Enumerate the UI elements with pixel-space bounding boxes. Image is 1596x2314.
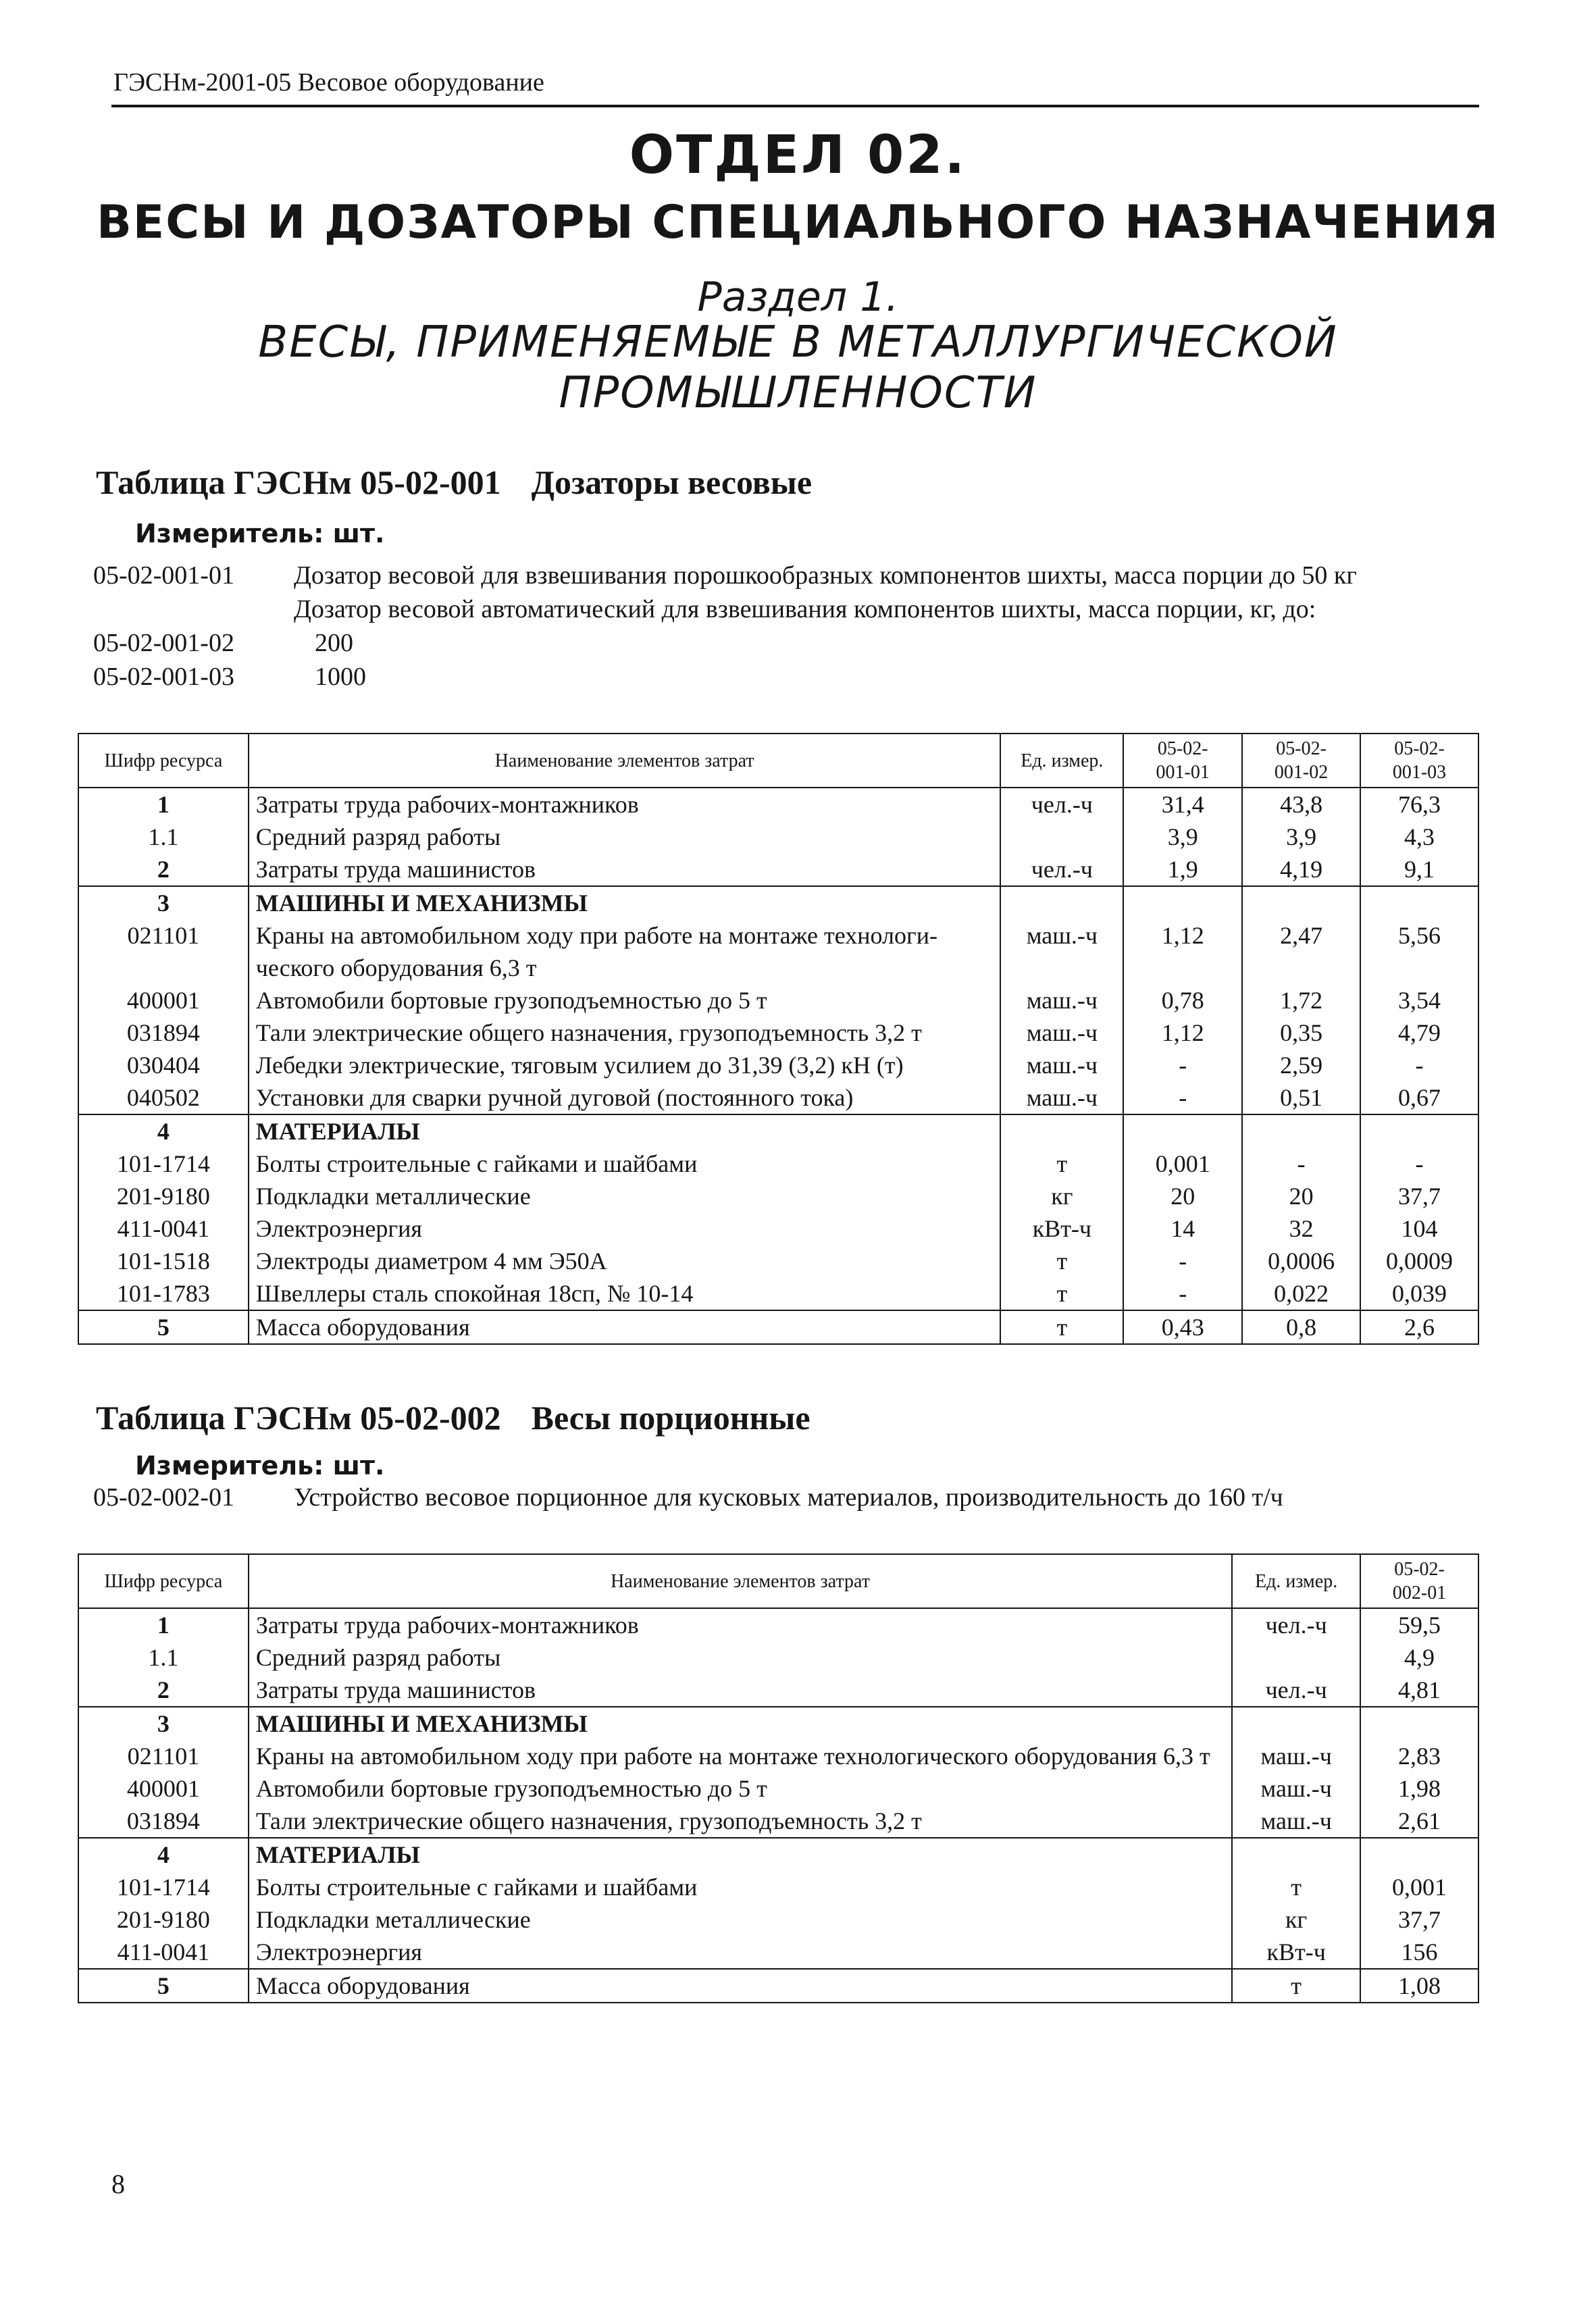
table-row (78, 1148, 1478, 1180)
table-row (78, 1049, 1478, 1081)
cell-value: 0,0006 (1242, 1245, 1360, 1277)
cell-value (1360, 1707, 1478, 1740)
cell-value: 0,35 (1242, 1017, 1360, 1049)
table-row (78, 1277, 1478, 1310)
header-col-line: 002-01 (1392, 1583, 1447, 1603)
cell-resource-code: 021101 (78, 919, 249, 952)
table-row (78, 1838, 1478, 1871)
cell-cost-name: Затраты труда машинистов (249, 1674, 1232, 1707)
running-head: ГЭСНм-2001-05 Весовое оборудование (113, 68, 544, 97)
cell-resource-code: 4 (78, 1838, 249, 1871)
cell-unit: кг (1000, 1180, 1123, 1212)
cell-value: 0,51 (1242, 1081, 1360, 1114)
cell-value: 0,78 (1123, 984, 1242, 1017)
table-row (78, 1707, 1478, 1740)
header-col-05-02-001-01 (1123, 734, 1242, 788)
cell-cost-name: Затраты труда рабочих-монтажников (249, 1608, 1232, 1641)
table-header-row (78, 1554, 1478, 1608)
cell-value: 0,0009 (1360, 1245, 1478, 1277)
cell-cost-name: МАТЕРИАЛЫ (249, 1114, 1001, 1148)
cell-value: 14 (1123, 1212, 1242, 1245)
cell-value: 0,022 (1242, 1277, 1360, 1310)
cell-value: 156 (1360, 1936, 1478, 1969)
header-col-05-02-001-02 (1242, 734, 1360, 788)
resource-table-1 (78, 733, 1479, 1345)
cell-value: 1,12 (1123, 919, 1242, 952)
table2-title (96, 1398, 810, 1437)
cell-cost-name: Краны на автомобильном ходу при работе на монтаже технологи- (249, 919, 1001, 952)
cell-value: 32 (1242, 1212, 1360, 1245)
table2-name: Весы порционные (531, 1399, 810, 1437)
cell-unit: маш.-ч (1000, 1081, 1123, 1114)
table-row (78, 1674, 1478, 1707)
cell-value: 0,8 (1242, 1310, 1360, 1344)
cell-value: - (1123, 1049, 1242, 1081)
cell-value: 2,47 (1242, 919, 1360, 952)
table-row (78, 952, 1478, 984)
cell-value: 37,7 (1360, 1903, 1478, 1936)
table-row (78, 1903, 1478, 1936)
section-title-line2: ПРОМЫШЛЕННОСТИ (559, 368, 1037, 418)
cell-cost-name: Болты строительные с гайками и шайбами (249, 1148, 1001, 1180)
cell-cost-name: Масса оборудования (249, 1310, 1001, 1344)
cell-value (1360, 952, 1478, 984)
cell-cost-name: Электроэнергия (249, 1212, 1001, 1245)
cell-value: 1,12 (1123, 1017, 1242, 1049)
cell-resource-code: 031894 (78, 1805, 249, 1838)
cell-cost-name: Автомобили бортовые грузоподъемностью до 5 т (249, 984, 1001, 1017)
cell-unit: т (1000, 1148, 1123, 1180)
cell-cost-name: Болты строительные с гайками и шайбами (249, 1871, 1232, 1903)
header-resource-code: Шифр ресурса (78, 1554, 249, 1608)
work-item-text: Дозатор весовой автоматический для взвешивания компонентов шихты, масса порции, кг, до: (294, 595, 1316, 623)
work-item-code: 05-02-001-03 (93, 663, 234, 691)
header-col-line: 001-01 (1156, 762, 1210, 783)
cell-unit: маш.-ч (1232, 1772, 1360, 1805)
cell-unit: чел.-ч (1000, 788, 1123, 821)
cell-value (1242, 886, 1360, 919)
cell-unit (1232, 1838, 1360, 1871)
header-unit: Ед. измер. (1000, 734, 1123, 788)
cell-cost-name: МАТЕРИАЛЫ (249, 1838, 1232, 1871)
cell-resource-code: 101-1714 (78, 1148, 249, 1180)
table-row (78, 1180, 1478, 1212)
cell-cost-name: Подкладки металлические (249, 1180, 1001, 1212)
cell-unit: т (1000, 1245, 1123, 1277)
cell-unit: маш.-ч (1000, 1049, 1123, 1081)
cell-cost-name: Средний разряд работы (249, 821, 1001, 853)
cell-unit: маш.-ч (1232, 1805, 1360, 1838)
cell-value: 76,3 (1360, 788, 1478, 821)
cell-resource-code: 2 (78, 1674, 249, 1707)
cell-value (1360, 1838, 1478, 1871)
cell-unit: т (1232, 1969, 1360, 2003)
cell-value: 2,83 (1360, 1740, 1478, 1772)
cell-cost-name: Швеллеры сталь спокойная 18сп, № 10-14 (249, 1277, 1001, 1310)
header-col-line: 05-02- (1276, 738, 1327, 759)
cell-resource-code: 411-0041 (78, 1936, 249, 1969)
cell-unit: кг (1232, 1903, 1360, 1936)
table-row (78, 919, 1478, 952)
cell-cost-name: Тали электрические общего назначения, грузоподъемность 3,2 т (249, 1017, 1001, 1049)
cell-resource-code: 5 (78, 1969, 249, 2003)
cell-value: - (1123, 1245, 1242, 1277)
table-row (78, 1114, 1478, 1148)
table-row (78, 821, 1478, 853)
cell-resource-code: 031894 (78, 1017, 249, 1049)
table-row (78, 1608, 1478, 1641)
resource-table-2 (78, 1553, 1479, 2003)
cell-resource-code (78, 952, 249, 984)
table1-title (96, 463, 812, 502)
header-col-line: 001-02 (1274, 762, 1329, 783)
cell-cost-name: Установки для сварки ручной дуговой (постоянного тока) (249, 1081, 1001, 1114)
cell-unit: маш.-ч (1000, 919, 1123, 952)
work-item-code: 05-02-002-01 (93, 1483, 234, 1512)
cell-cost-name: Масса оборудования (249, 1969, 1232, 2003)
table-row (78, 1740, 1478, 1772)
cell-resource-code: 201-9180 (78, 1180, 249, 1212)
cell-cost-name: МАШИНЫ И МЕХАНИЗМЫ (249, 886, 1001, 919)
table-row (78, 1212, 1478, 1245)
header-col-line: 05-02- (1394, 738, 1445, 759)
cell-unit: т (1000, 1310, 1123, 1344)
cell-value (1123, 1114, 1242, 1148)
cell-value: 20 (1123, 1180, 1242, 1212)
cell-value: 4,81 (1360, 1674, 1478, 1707)
cell-unit: маш.-ч (1232, 1740, 1360, 1772)
cell-value: 4,79 (1360, 1017, 1478, 1049)
cell-value: 1,98 (1360, 1772, 1478, 1805)
cell-resource-code: 400001 (78, 984, 249, 1017)
cell-unit: чел.-ч (1232, 1674, 1360, 1707)
cell-value: 104 (1360, 1212, 1478, 1245)
work-item-code: 05-02-001-02 (93, 629, 234, 657)
cell-value: - (1360, 1049, 1478, 1081)
table-row (78, 1936, 1478, 1969)
cell-value: 1,9 (1123, 853, 1242, 886)
cell-value: 0,039 (1360, 1277, 1478, 1310)
cell-resource-code: 040502 (78, 1081, 249, 1114)
work-item-text: Устройство весовое порционное для кусковых материалов, производительность до 160 т/ч (294, 1483, 1283, 1512)
cell-cost-name: ческого оборудования 6,3 т (249, 952, 1001, 984)
cell-value: 2,61 (1360, 1805, 1478, 1838)
header-cost-name: Наименование элементов затрат (249, 1554, 1232, 1608)
table1-code: Таблица ГЭСНм 05-02-001 (96, 463, 501, 501)
cell-value: 3,54 (1360, 984, 1478, 1017)
cell-cost-name: Автомобили бортовые грузоподъемностью до 5 т (249, 1772, 1232, 1805)
header-resource-code: Шифр ресурса (78, 734, 249, 788)
cell-resource-code: 101-1518 (78, 1245, 249, 1277)
cell-value: 2,6 (1360, 1310, 1478, 1344)
table-row (78, 984, 1478, 1017)
cell-unit (1000, 952, 1123, 984)
cell-resource-code: 4 (78, 1114, 249, 1148)
cell-value: 9,1 (1360, 853, 1478, 886)
cell-resource-code: 1.1 (78, 821, 249, 853)
cell-resource-code: 101-1714 (78, 1871, 249, 1903)
work-item-text: 1000 (315, 663, 366, 691)
cell-value (1360, 1114, 1478, 1148)
table-row (78, 1871, 1478, 1903)
cell-cost-name: Электроды диаметром 4 мм Э50А (249, 1245, 1001, 1277)
cell-resource-code: 1 (78, 1608, 249, 1641)
section-label: Раздел 1. (697, 274, 899, 321)
table-row (78, 788, 1478, 821)
cell-value (1123, 952, 1242, 984)
table-row (78, 1641, 1478, 1674)
cell-value: 31,4 (1123, 788, 1242, 821)
table-row (78, 1805, 1478, 1838)
cell-resource-code: 3 (78, 1707, 249, 1740)
cell-unit: маш.-ч (1000, 1017, 1123, 1049)
table-row (78, 1310, 1478, 1344)
table-row (78, 1245, 1478, 1277)
cell-resource-code: 5 (78, 1310, 249, 1344)
cell-value: 0,67 (1360, 1081, 1478, 1114)
cell-resource-code: 2 (78, 853, 249, 886)
cell-resource-code: 021101 (78, 1740, 249, 1772)
cell-value (1360, 886, 1478, 919)
header-col-line: 05-02- (1394, 1559, 1445, 1580)
cell-unit (1000, 821, 1123, 853)
cell-resource-code: 400001 (78, 1772, 249, 1805)
header-unit: Ед. измер. (1232, 1554, 1360, 1608)
cell-unit: т (1232, 1871, 1360, 1903)
section-title-line1: ВЕСЫ, ПРИМЕНЯЕМЫЕ В МЕТАЛЛУРГИЧЕСКОЙ (258, 317, 1338, 367)
table2-meter: Измеритель: шт. (135, 1451, 385, 1481)
cell-cost-name: Тали электрические общего назначения, грузоподъемность 3,2 т (249, 1805, 1232, 1838)
table-header-row (78, 734, 1478, 788)
cell-unit: чел.-ч (1232, 1608, 1360, 1641)
cell-unit: чел.-ч (1000, 853, 1123, 886)
cell-unit (1232, 1641, 1360, 1674)
cell-unit: кВт-ч (1000, 1212, 1123, 1245)
cell-value: 4,19 (1242, 853, 1360, 886)
cell-value: 2,59 (1242, 1049, 1360, 1081)
cell-cost-name: Подкладки металлические (249, 1903, 1232, 1936)
cell-resource-code: 030404 (78, 1049, 249, 1081)
cell-value: 4,3 (1360, 821, 1478, 853)
cell-value: 5,56 (1360, 919, 1478, 952)
cell-value: 20 (1242, 1180, 1360, 1212)
cell-unit: кВт-ч (1232, 1936, 1360, 1969)
cell-resource-code: 3 (78, 886, 249, 919)
cell-cost-name: Затраты труда машинистов (249, 853, 1001, 886)
department-title: ВЕСЫ И ДОЗАТОРЫ СПЕЦИАЛЬНОГО НАЗНАЧЕНИЯ (96, 196, 1500, 249)
header-col-05-02-002-01 (1360, 1554, 1478, 1608)
cell-cost-name: Средний разряд работы (249, 1641, 1232, 1674)
cell-resource-code: 201-9180 (78, 1903, 249, 1936)
cell-value: 43,8 (1242, 788, 1360, 821)
header-col-05-02-001-03 (1360, 734, 1478, 788)
header-col-line: 05-02- (1157, 738, 1208, 759)
cell-value: 0,001 (1360, 1871, 1478, 1903)
cell-resource-code: 411-0041 (78, 1212, 249, 1245)
cell-value: 3,9 (1242, 821, 1360, 853)
cell-value: - (1123, 1081, 1242, 1114)
cell-resource-code: 101-1783 (78, 1277, 249, 1310)
cell-value (1123, 886, 1242, 919)
header-rule (111, 105, 1479, 107)
work-item-text: 200 (315, 629, 353, 657)
table1-meter: Измеритель: шт. (135, 519, 385, 548)
cell-unit: маш.-ч (1000, 984, 1123, 1017)
table-row (78, 1017, 1478, 1049)
cell-value: 3,9 (1123, 821, 1242, 853)
cell-value: - (1360, 1148, 1478, 1180)
cell-value: 37,7 (1360, 1180, 1478, 1212)
cell-value: 0,43 (1123, 1310, 1242, 1344)
cell-cost-name: Электроэнергия (249, 1936, 1232, 1969)
header-col-line: 001-03 (1392, 762, 1447, 783)
cell-value: - (1123, 1277, 1242, 1310)
table-row (78, 886, 1478, 919)
cell-value: 59,5 (1360, 1608, 1478, 1641)
cell-value: 1,08 (1360, 1969, 1478, 2003)
page-number: 8 (111, 2169, 125, 2199)
cell-value (1242, 952, 1360, 984)
cell-value: 0,001 (1123, 1148, 1242, 1180)
cell-value: - (1242, 1148, 1360, 1180)
work-item-code: 05-02-001-01 (93, 561, 234, 590)
cell-unit (1232, 1707, 1360, 1740)
table2-code: Таблица ГЭСНм 05-02-002 (96, 1399, 501, 1437)
cell-cost-name: Затраты труда рабочих-монтажников (249, 788, 1001, 821)
work-item-text: Дозатор весовой для взвешивания порошкообразных компонентов шихты, масса порции до 50 кг (294, 561, 1357, 590)
cell-cost-name: Лебедки электрические, тяговым усилием до 31,39 (3,2) кН (т) (249, 1049, 1001, 1081)
cell-unit (1000, 886, 1123, 919)
table1-name: Дозаторы весовые (531, 463, 813, 501)
table-row (78, 1772, 1478, 1805)
cell-value: 1,72 (1242, 984, 1360, 1017)
cell-value: 4,9 (1360, 1641, 1478, 1674)
header-cost-name: Наименование элементов затрат (249, 734, 1001, 788)
table-row (78, 853, 1478, 886)
department-number: ОТДЕЛ 02. (629, 125, 967, 186)
table-row (78, 1969, 1478, 2003)
cell-cost-name: МАШИНЫ И МЕХАНИЗМЫ (249, 1707, 1232, 1740)
cell-resource-code: 1 (78, 788, 249, 821)
cell-value (1242, 1114, 1360, 1148)
cell-cost-name: Краны на автомобильном ходу при работе на монтаже технологического оборудования 6,3 т (249, 1740, 1232, 1772)
cell-resource-code: 1.1 (78, 1641, 249, 1674)
cell-unit: т (1000, 1277, 1123, 1310)
table-row (78, 1081, 1478, 1114)
cell-unit (1000, 1114, 1123, 1148)
